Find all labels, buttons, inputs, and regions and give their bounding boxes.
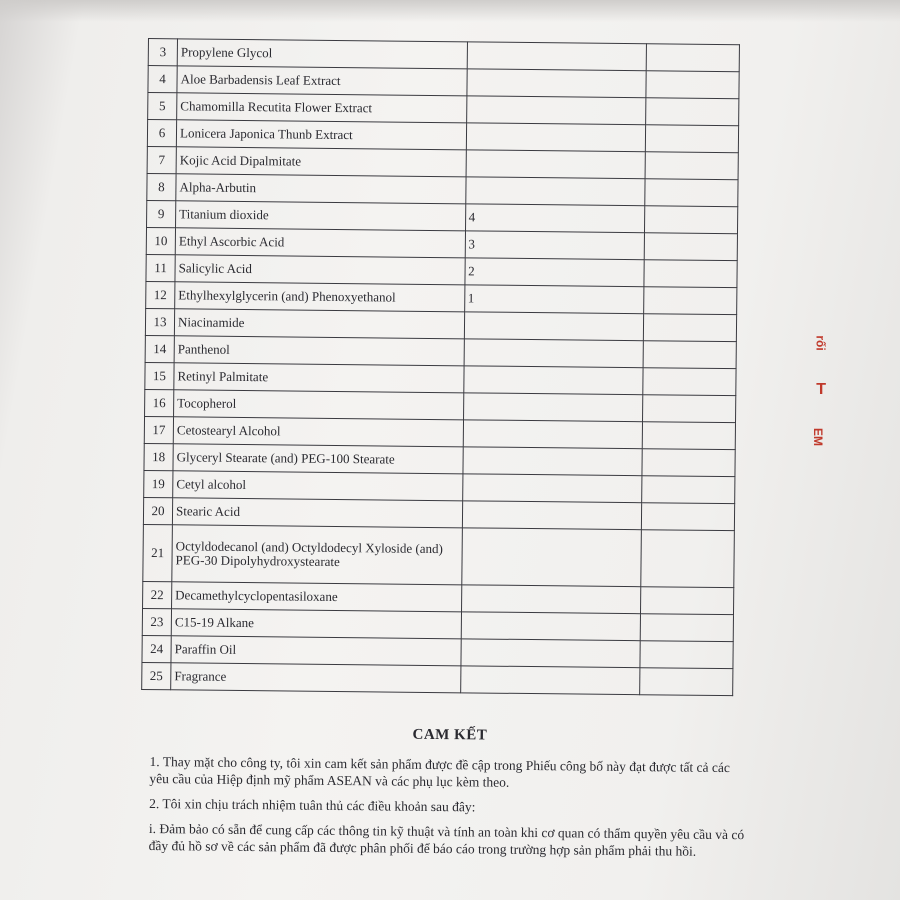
ingredient-note [645, 179, 738, 207]
ingredient-percentage: 1 [464, 285, 644, 314]
ingredient-name: Chamomilla Recutita Flower Extract [177, 93, 467, 123]
ingredient-percentage [463, 366, 643, 395]
ingredient-name: Propylene Glycol [177, 39, 467, 69]
ingredient-name: Stearic Acid [172, 498, 462, 528]
ingredient-note [644, 260, 737, 288]
ingredient-note [642, 422, 735, 450]
ingredient-percentage: 2 [464, 258, 644, 287]
ingredient-note [641, 530, 735, 588]
red-stamp-fragment-top: rối [813, 335, 828, 351]
page-shadow [0, 0, 900, 22]
ingredient-note [640, 614, 733, 642]
ingredient-percentage [462, 501, 642, 530]
ingredient-name: Panthenol [174, 336, 464, 366]
ingredient-percentage [466, 123, 646, 152]
ingredient-name: Titanium dioxide [176, 201, 466, 231]
ingredient-note [643, 368, 736, 396]
ingredient-note [645, 98, 738, 126]
ingredient-name: Glyceryl Stearate (and) PEG-100 Stearate [173, 444, 463, 474]
ingredient-percentage [464, 339, 644, 368]
ingredient-note [644, 233, 737, 261]
ingredient-note [640, 587, 733, 615]
ingredient-percentage [462, 474, 642, 503]
row-number: 18 [144, 443, 173, 470]
row-number: 5 [148, 93, 177, 120]
ingredient-percentage [466, 150, 646, 179]
row-number: 14 [145, 335, 174, 362]
ingredient-note [645, 125, 738, 153]
ingredient-name: Decamethylcyclopentasiloxane [172, 582, 462, 612]
table-row [143, 524, 735, 587]
ingredient-note [639, 668, 732, 696]
ingredient-note [643, 287, 736, 315]
red-stamp-fragment-bottom: ЕМ [811, 428, 825, 446]
ingredient-percentage [460, 639, 640, 668]
row-number: 11 [146, 254, 175, 281]
row-number: 19 [144, 470, 173, 497]
ingredient-percentage [463, 393, 643, 422]
ingredient-name: Kojic Acid Dipalmitate [176, 147, 466, 177]
commitment-paragraph-3: i. Đảm bảo có sẵn để cung cấp các thông tin kỹ thuật và tính an toàn khi cơ quan có thẩm quyền yêu cầu và có đầy đủ hồ sơ về các sản phẩm đã được phân phối để báo cáo trong trường hợp sản phẩm phải thu hồi. [148, 820, 745, 859]
ingredients-table [141, 38, 740, 696]
ingredient-name: Ethyl Ascorbic Acid [175, 228, 465, 258]
row-number: 23 [142, 608, 171, 635]
row-number: 9 [147, 200, 176, 227]
row-number: 10 [146, 227, 175, 254]
ingredient-note [642, 449, 735, 477]
ingredient-note [644, 206, 737, 234]
ingredients-table-wrap [141, 38, 740, 696]
ingredient-name: Tocopherol [174, 390, 464, 420]
row-number: 13 [145, 308, 174, 335]
commitment-paragraph-2: 2. Tôi xin chịu trách nhiệm tuân thủ các điều khoản sau đây: [149, 795, 476, 815]
ingredient-percentage [466, 96, 646, 125]
ingredient-percentage [460, 666, 640, 695]
ingredient-name: Lonicera Japonica Thunb Extract [176, 120, 466, 150]
row-number: 22 [143, 581, 172, 608]
row-number: 16 [145, 389, 174, 416]
commitment-paragraph-1: 1. Thay mặt cho công ty, tôi xin cam kết sản phẩm được đề cập trong Phiếu công bố này đạt được tất cả các yêu cầu của Hiệp định mỹ phẩm ASEAN và các phụ lục kèm theo. [149, 753, 731, 790]
ingredient-percentage [464, 312, 644, 341]
ingredient-name: Retinyl Palmitate [174, 363, 464, 393]
ingredient-name: Fragrance [171, 663, 461, 693]
ingredient-name: Alpha-Arbutin [176, 174, 466, 204]
table-row [142, 662, 733, 695]
ingredient-name: Cetyl alcohol [173, 471, 463, 501]
ingredient-percentage: 4 [465, 204, 645, 233]
ingredient-percentage [467, 42, 647, 71]
ingredients-table-body [142, 39, 740, 696]
ingredient-percentage [463, 420, 643, 449]
row-number: 21 [143, 524, 173, 581]
row-number: 3 [148, 39, 177, 66]
ingredient-note [643, 341, 736, 369]
ingredient-percentage [461, 612, 641, 641]
ingredient-note [646, 71, 739, 99]
ingredient-percentage [465, 177, 645, 206]
commitment-title: CAM KẾT [412, 726, 488, 744]
ingredient-name: Octyldodecanol (and) Octyldodecyl Xyloside (and) PEG-30 Dipolyhydroxystearate [172, 525, 462, 585]
ingredient-name: Aloe Barbadensis Leaf Extract [177, 66, 467, 96]
ingredient-percentage [462, 447, 642, 476]
ingredient-percentage [466, 69, 646, 98]
ingredient-note [646, 44, 739, 72]
row-number: 17 [144, 416, 173, 443]
ingredient-note [643, 314, 736, 342]
row-number: 12 [146, 281, 175, 308]
row-number: 6 [147, 120, 176, 147]
ingredient-note [641, 476, 734, 504]
row-number: 25 [142, 662, 171, 689]
row-number: 15 [145, 362, 174, 389]
ingredient-name: Ethylhexylglycerin (and) Phenoxyethanol [175, 282, 465, 312]
ingredient-name: Paraffin Oil [171, 636, 461, 666]
ingredient-note [640, 641, 733, 669]
row-number: 4 [148, 66, 177, 93]
ingredient-name: Niacinamide [174, 309, 464, 339]
red-stamp-fragment-middle: T [816, 381, 826, 398]
ingredient-percentage: 3 [465, 231, 645, 260]
ingredient-percentage [461, 585, 641, 614]
ingredient-name: Salicylic Acid [175, 255, 465, 285]
ingredient-note [641, 503, 734, 531]
ingredient-note [645, 152, 738, 180]
ingredient-name: Cetostearyl Alcohol [173, 417, 463, 447]
ingredient-note [642, 395, 735, 423]
ingredient-percentage [461, 528, 641, 587]
row-number: 24 [142, 635, 171, 662]
commitment-section [149, 724, 750, 868]
row-number: 7 [147, 146, 176, 173]
row-number: 8 [147, 173, 176, 200]
row-number: 20 [143, 497, 172, 524]
ingredient-name: C15-19 Alkane [171, 609, 461, 639]
